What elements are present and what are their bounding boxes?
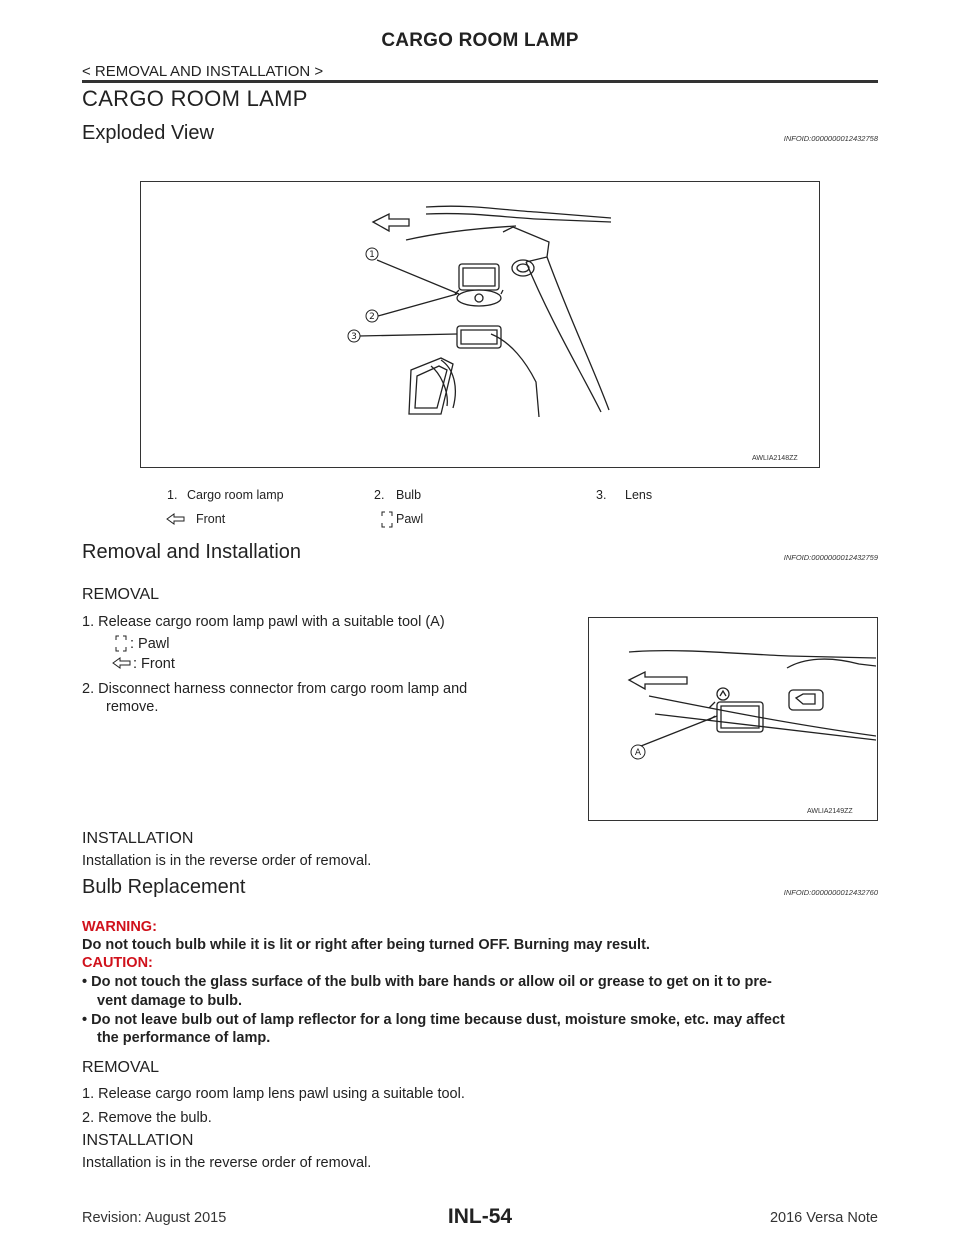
front-arrow-icon	[112, 657, 132, 669]
bulb-replacement-heading: Bulb Replacement	[82, 876, 246, 898]
caution-label: CAUTION:	[82, 955, 153, 971]
removal-step-2-line-1: 2. Disconnect harness connector from cargo room lamp and	[82, 681, 468, 697]
installation-heading-1: INSTALLATION	[82, 830, 194, 847]
exploded-view-illustration	[141, 182, 818, 466]
caution-2-line-1: • Do not leave bulb out of lamp reflector for a long time because dust, moisture smoke, etc. may affect	[82, 1012, 785, 1028]
removal-step-1-front: : Front	[133, 656, 175, 672]
warning-label: WARNING:	[82, 919, 157, 935]
footer-revision: Revision: August 2015	[82, 1210, 227, 1226]
footer-model: 2016 Versa Note	[769, 1210, 878, 1226]
exploded-view-figure	[140, 181, 820, 468]
removal-installation-infoid: INFOID:0000000012432759	[783, 553, 878, 562]
removal-step-1: 1. Release cargo room lamp pawl with a suitable tool (A)	[82, 614, 445, 630]
exploded-view-heading: Exploded View	[82, 122, 214, 144]
installation-heading-2: INSTALLATION	[82, 1132, 194, 1149]
running-header-title: CARGO ROOM LAMP	[381, 30, 579, 51]
installation-text-2: Installation is in the reverse order of removal.	[82, 1155, 372, 1171]
bulb-replacement-infoid: INFOID:0000000012432760	[783, 888, 878, 897]
header-divider	[82, 80, 878, 83]
bulb-removal-step-2: 2. Remove the bulb.	[82, 1110, 212, 1126]
callout-1: 1	[369, 250, 375, 260]
caution-1-line-1: • Do not touch the glass surface of the bulb with bare hands or allow oil or grease to get on it to pre-	[82, 974, 772, 990]
callout-a: A	[634, 748, 642, 758]
footer-page-number: INL-54	[447, 1205, 513, 1228]
front-arrow-icon	[166, 513, 186, 525]
callout-3: 3	[351, 332, 357, 342]
bulb-removal-step-1: 1. Release cargo room lamp lens pawl using a suitable tool.	[82, 1086, 465, 1102]
removal-installation-heading: Removal and Installation	[82, 541, 302, 563]
removal-heading-2: REMOVAL	[82, 1059, 160, 1076]
legend-2-label: Bulb	[396, 488, 422, 502]
legend-pawl-label: Pawl	[396, 512, 424, 526]
legend-1-label: Cargo room lamp	[187, 488, 284, 502]
caution-2-line-2: the performance of lamp.	[97, 1030, 271, 1046]
pawl-icon	[380, 510, 394, 530]
installation-text-1: Installation is in the reverse order of removal.	[82, 853, 372, 869]
legend-front-label: Front	[196, 512, 226, 526]
legend-2-num: 2.	[374, 488, 385, 502]
removal-illustration	[589, 618, 876, 819]
exploded-view-infoid: INFOID:0000000012432758	[783, 134, 878, 143]
running-header-section: < REMOVAL AND INSTALLATION >	[82, 63, 324, 80]
removal-figure	[588, 617, 878, 821]
callout-2: 2	[369, 312, 375, 322]
removal-step-2-line-2: remove.	[106, 699, 159, 715]
removal-heading-1: REMOVAL	[82, 586, 160, 603]
front-arrow-icon	[629, 672, 687, 689]
figure-id-2: AWLIA2149ZZ	[807, 808, 853, 815]
figure-id-1: AWLIA2148ZZ	[752, 455, 798, 462]
legend-1-num: 1.	[167, 488, 178, 502]
removal-step-1-pawl: : Pawl	[130, 636, 170, 652]
caution-1-line-2: vent damage to bulb.	[97, 993, 243, 1009]
legend-3-num: 3.	[596, 488, 607, 502]
legend-3-label: Lens	[625, 488, 653, 502]
warning-text: Do not touch bulb while it is lit or right after being turned OFF. Burning may result.	[82, 937, 650, 953]
page-title: CARGO ROOM LAMP	[82, 86, 308, 111]
front-arrow-icon	[373, 214, 409, 231]
pawl-icon	[114, 634, 128, 654]
